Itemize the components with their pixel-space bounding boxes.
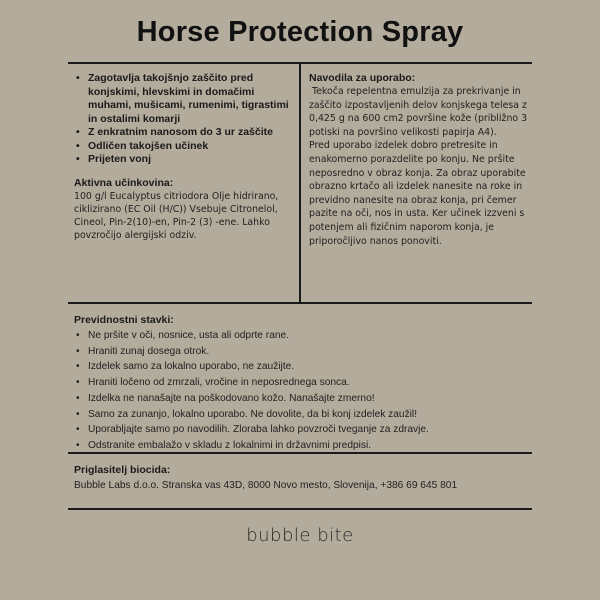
divider-bottom: [68, 508, 532, 510]
warning-item: • Ne pršite v oči, nosnice, usta ali odprte rane.: [88, 328, 534, 344]
holder-heading: Priglasitelj biocida:: [74, 464, 171, 476]
warning-item: • Hraniti ločeno od zmrzali, vročine in neposrednega sonca.: [88, 375, 534, 391]
benefit-item: • Z enkratnim nanosom do 3 ur zaščite: [88, 126, 296, 140]
divider-lower: [68, 452, 532, 454]
instructions-section: [309, 72, 531, 248]
divider-middle: [68, 302, 532, 304]
brand-logo: bubble bite: [246, 525, 354, 546]
warnings-heading: Previdnostni stavki:: [74, 314, 174, 326]
instructions-heading: Navodila za uporabo:: [309, 72, 416, 84]
divider-vertical: [299, 62, 301, 302]
warning-item: • Uporabljajte samo po navodilih. Zloraba lahko povzroči tveganje za zdravje.: [88, 422, 534, 438]
instructions-text-2: Pred uporabo izdelek dobro pretresite in enakomerno porazdelite po konju. Ne pršite neposredno v obraz konja. Za obraz uporabite obrazno krtačo ali izdelek nanesite na roke in previdno nanesite na obraz konja, pri čemer pazite na oči, nos in usta. Ker učinek izzveni s potenjem ali fizičnim naporom konja, je priporočljivo nanos ponoviti.: [309, 140, 526, 247]
warnings-section: [74, 314, 534, 454]
warning-item: • Odstranite embalažo v skladu z lokalnimi in državnimi predpisi.: [88, 438, 534, 454]
benefit-item: • Zagotavlja takojšnjo zaščito pred konjskimi, hlevskimi in domačimi muhami, mušicami, rumenimi, tigrastimi in ostalimi komarji: [88, 72, 296, 126]
warning-item: • Hraniti zunaj dosega otrok.: [88, 344, 534, 360]
warning-item: • Izdelka ne nanašajte na poškodovano kožo. Nanašajte zmerno!: [88, 391, 534, 407]
warning-item: • Samo za zunanjo, lokalno uporabo. Ne dovolite, da bi konj izdelek zaužil!: [88, 407, 534, 423]
active-ingredient-text: 100 g/l Eucalyptus citriodora Olje hidrirano, ciklizirano (EC Oil (H/C)) Vsebuje Citronelol, Cineol, Pin-2(10)-en, Pin-2 (3) -ene. Lahko povzročijo alergijski odziv.: [74, 190, 279, 241]
biocide-holder-section: [74, 464, 534, 492]
benefit-item: • Prijeten vonj: [88, 153, 296, 167]
benefit-item: • Odličen takojšen učinek: [88, 140, 296, 154]
benefits-list: [74, 72, 296, 167]
warning-item: • Izdelek samo za lokalno uporabo, ne zaužijte.: [88, 359, 534, 375]
active-ingredient-heading: Aktivna učinkovina:: [74, 176, 174, 189]
holder-text: Bubble Labs d.o.o. Stranska vas 43D, 8000 Novo mesto, Slovenija, +386 69 645 801: [74, 480, 458, 491]
warnings-list: [74, 328, 534, 454]
benefits-section: [74, 72, 296, 242]
page-title: Horse Protection Spray: [136, 16, 464, 48]
instructions-text-1: Tekoča repelentna emulzija za prekrivanje in zaščito izpostavljenih delov konjskega telesa z 0,425 g na 600 cm2 površine kože (približno 3 potiski na površino velikosti papirja A4).: [309, 86, 528, 138]
